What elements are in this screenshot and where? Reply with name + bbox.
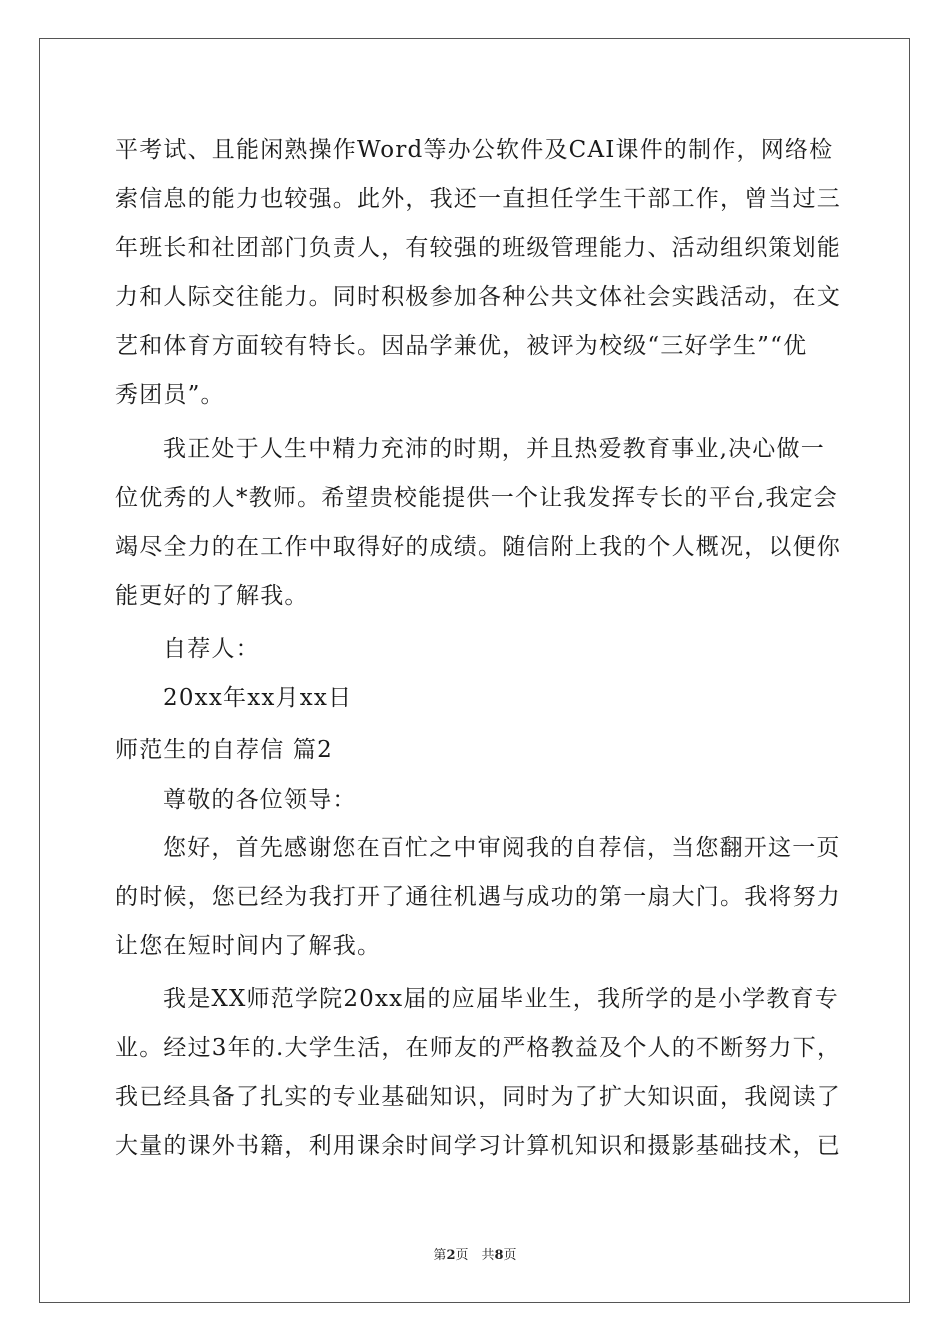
body-line-8: 位优秀的人*教师。希望贵校能提供一个让我发挥专长的平台,我定会 xyxy=(115,485,839,511)
body-line-17: 让您在短时间内了解我。 xyxy=(115,933,382,959)
section-heading: 师范生的自荐信 篇2 xyxy=(115,737,333,763)
body-line-16: 的时候，您已经为我打开了通往机遇与成功的第一扇大门。我将努力 xyxy=(115,884,841,910)
page-footer xyxy=(0,1248,950,1264)
footer-page-current: 2 xyxy=(446,1248,456,1263)
body-line-2: 索信息的能力也较强。此外，我还一直担任学生干部工作，曾当过三 xyxy=(115,186,841,212)
body-line-10: 能更好的了解我。 xyxy=(115,583,309,609)
body-line-6: 秀团员”。 xyxy=(115,382,225,408)
body-line-18: 我是XX师范学院20xx届的应届毕业生，我所学的是小学教育专 xyxy=(163,986,839,1012)
body-line-3: 年班长和社团部门负责人，有较强的班级管理能力、活动组织策划能 xyxy=(115,235,841,261)
footer-mid: 页 共 xyxy=(455,1248,495,1263)
body-line-4: 力和人际交往能力。同时积极参加各种公共文体社会实践活动，在文 xyxy=(115,284,841,310)
body-line-19: 业。经过3年的.大学生活，在师友的严格教益及个人的不断努力下， xyxy=(115,1035,842,1061)
body-line-7: 我正处于人生中精力充沛的时期，并且热爱教育事业,决心做一 xyxy=(163,436,825,462)
body-line-1: 平考试、且能闲熟操作Word等办公软件及CAI课件的制作，网络检 xyxy=(115,137,834,163)
body-line-15: 您好，首先感谢您在百忙之中审阅我的自荐信，当您翻开这一页 xyxy=(163,835,841,861)
footer-prefix: 第 xyxy=(433,1248,447,1263)
footer-page-total: 8 xyxy=(494,1248,504,1263)
signature-label: 自荐人： xyxy=(163,636,260,662)
body-line-20: 我已经具备了扎实的专业基础知识，同时为了扩大知识面，我阅读了 xyxy=(115,1084,841,1110)
body-line-5: 艺和体育方面较有特长。因品学兼优，被评为校级“三好学生”“优 xyxy=(115,333,808,359)
footer-suffix: 页 xyxy=(503,1248,517,1263)
body-line-9: 竭尽全力的在工作中取得好的成绩。随信附上我的个人概况，以便你 xyxy=(115,534,841,560)
body-line-21: 大量的课外书籍，利用课余时间学习计算机知识和摄影基础技术，已 xyxy=(115,1133,841,1159)
salutation: 尊敬的各位领导： xyxy=(163,787,357,813)
date-line: 20xx年xx月xx日 xyxy=(163,685,353,711)
page-border xyxy=(39,38,910,1303)
